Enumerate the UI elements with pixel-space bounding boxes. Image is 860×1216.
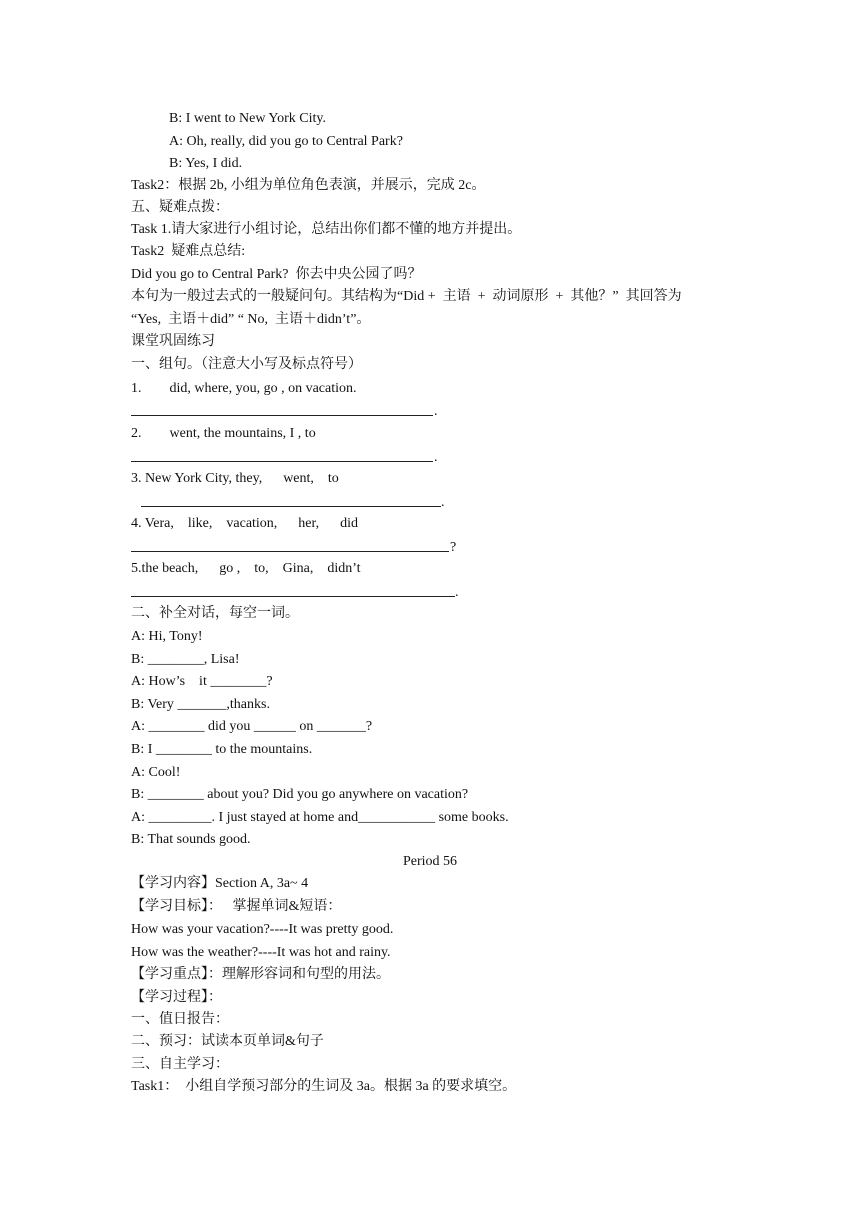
- answer-end-mark: .: [434, 404, 438, 419]
- dialogue-line: A: Cool!: [131, 765, 181, 780]
- answer-end-mark: ?: [450, 540, 457, 555]
- answer-blank: [131, 415, 433, 416]
- task1-instruction: Task1： 小组自学预习部分的生词及 3a。根据 3a 的要求填空。: [131, 1079, 517, 1094]
- exercise1-item: 2. went, the mountains, I , to: [131, 426, 316, 441]
- learning-content: 【学习内容】Section A, 3a~ 4: [131, 876, 309, 891]
- exercise1-item: 3. New York City, they, went, to: [131, 471, 339, 486]
- grammar-note: “Yes, 主语＋did” “ No, 主语＋didn’t”。: [131, 312, 371, 327]
- dialogue-line: B: ________, Lisa!: [131, 652, 240, 667]
- task2-instruction: Task2：根据 2b, 小组为单位角色表演，并展示，完成 2c。: [131, 178, 486, 193]
- answer-blank: [131, 461, 433, 462]
- dialogue-line: B: ________ about you? Did you go anywhere on vacation?: [131, 787, 469, 802]
- exercise1-item: 5.the beach, go , to, Gina, didn’t: [131, 561, 361, 576]
- learning-process: 【学习过程】：: [131, 990, 222, 1005]
- exercise2-title: 二、补全对话，每空一词。: [131, 606, 299, 621]
- answer-end-mark: .: [455, 585, 459, 600]
- dialogue-line: B: I ________ to the mountains.: [131, 742, 313, 757]
- goal-sentence: How was your vacation?----It was pretty good.: [131, 922, 394, 937]
- task2-summary: Task2 疑难点总结:: [131, 244, 246, 259]
- dialogue-line: B: Yes, I did.: [169, 156, 243, 171]
- process-step: 一、值日报告：: [131, 1012, 229, 1027]
- dialogue-line: A: Oh, really, did you go to Central Park?: [169, 134, 403, 149]
- practice-heading: 课堂巩固练习: [131, 334, 215, 349]
- dialogue-line: A: How’s it ________?: [131, 674, 273, 689]
- section-heading: 五、疑难点拨：: [131, 200, 229, 215]
- answer-end-mark: .: [441, 495, 445, 510]
- exercise1-item: 4. Vera, like, vacation, her, did: [131, 516, 359, 531]
- grammar-note: 本句为一般过去式的一般疑问句。其结构为“Did + 主语 + 动词原形 + 其他？” 其回答为: [131, 289, 682, 304]
- answer-blank: [131, 551, 449, 552]
- dialogue-line: A: Hi, Tony!: [131, 629, 203, 644]
- grammar-example: Did you go to Central Park? 你去中央公园了吗？: [131, 267, 422, 282]
- dialogue-line: A: _________. I just stayed at home and___________ some books.: [131, 810, 509, 825]
- dialogue-line: A: ________ did you ______ on _______?: [131, 719, 373, 734]
- exercise1-item: 1. did, where, you, go , on vacation.: [131, 381, 357, 396]
- learning-focus: 【学习重点】：理解形容词和句型的用法。: [131, 967, 390, 982]
- dialogue-line: B: I went to New York City.: [169, 111, 326, 126]
- goal-sentence: How was the weather?----It was hot and rainy.: [131, 945, 391, 960]
- dialogue-line: B: Very _______,thanks.: [131, 697, 270, 712]
- answer-blank: [141, 506, 441, 507]
- answer-end-mark: .: [434, 450, 438, 465]
- exercise1-title: 一、组句。（注意大小写及标点符号）: [131, 357, 362, 372]
- task1-discussion: Task 1.请大家进行小组讨论，总结出你们都不懂的地方并提出。: [131, 222, 522, 237]
- process-step: 二、预习：试读本页单词&句子: [131, 1034, 324, 1049]
- dialogue-line: B: That sounds good.: [131, 832, 251, 847]
- process-step: 三、自主学习：: [131, 1057, 229, 1072]
- learning-goal: 【学习目标】： 掌握单词&短语：: [131, 899, 342, 914]
- answer-blank: [131, 596, 455, 597]
- period-title: Period 56: [402, 854, 458, 869]
